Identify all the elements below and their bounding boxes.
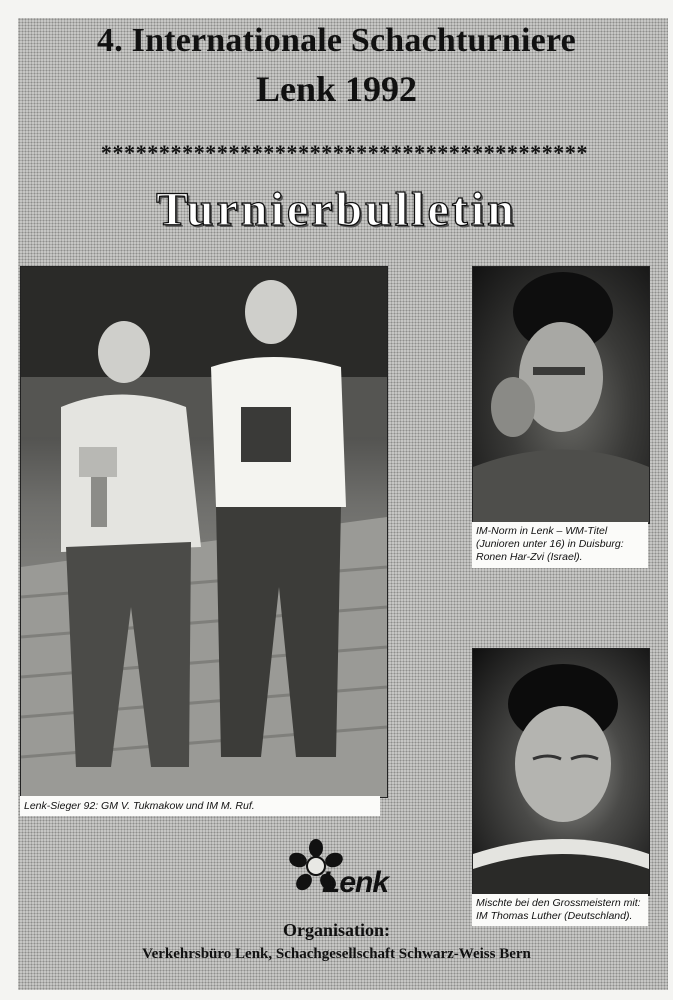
player-har-zvi-image — [473, 267, 649, 523]
star-divider: ****************************************** — [100, 140, 589, 165]
player-luther-caption: Mischte bei den Grossmeistern mit: IM Thomas Luther (Deutschland). — [472, 894, 648, 926]
bulletin-heading: Turnierbulletin — [156, 183, 517, 236]
player-luther-image — [473, 649, 649, 895]
player-har-zvi-caption: IM-Norm in Lenk – WM-Titel (Junioren unter 16) in Duisburg: Ronen Har-Zvi (Israel). — [472, 522, 648, 568]
lenk-logo — [286, 838, 426, 918]
winners-photo-caption: Lenk-Sieger 92: GM V. Tukmakow und IM M. Ruf. — [20, 796, 380, 816]
organisation-label: Organisation: — [282, 920, 390, 940]
winners-photo-image — [21, 267, 387, 797]
player-har-zvi-photo — [472, 266, 650, 524]
tournament-subtitle: Lenk 1992 — [255, 69, 418, 109]
player-luther-photo — [472, 648, 650, 896]
tournament-title: 4. Internationale Schachturniere — [97, 22, 576, 59]
organisation-text: Verkehrsbüro Lenk, Schachgesellschaft Schwarz-Weiss Bern — [142, 946, 531, 962]
lenk-logo-text: Lenk — [322, 866, 389, 899]
winners-photo — [20, 266, 388, 798]
